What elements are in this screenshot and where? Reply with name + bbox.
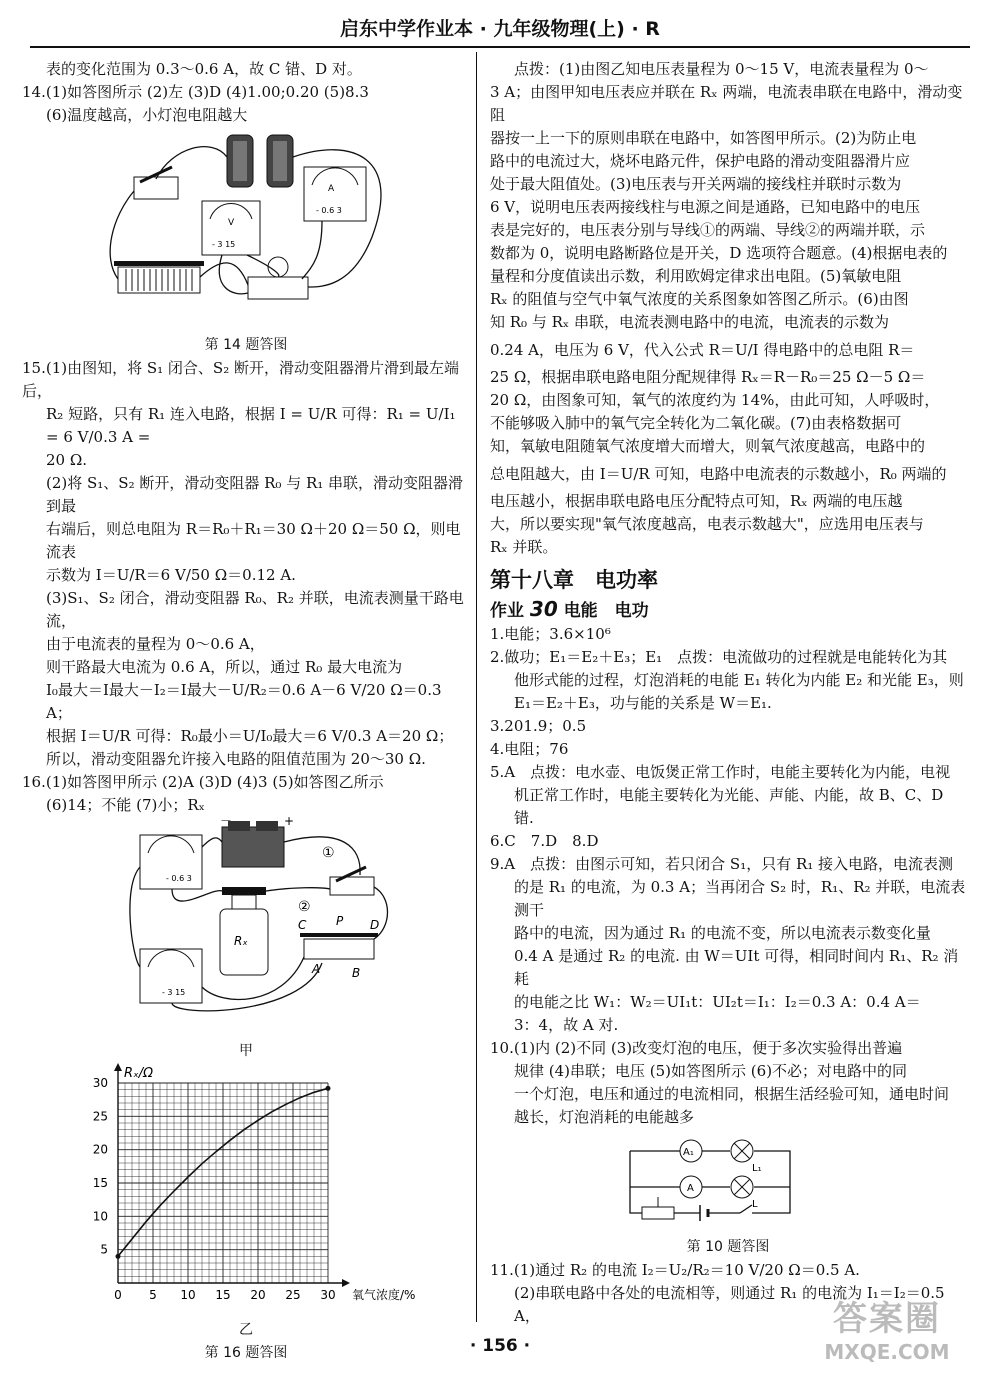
q16-hint-line: 量程和分度值读出示数，利用欧姆定律求出电阻。(5)氧敏电阻	[490, 267, 902, 285]
homework-prefix: 作业	[490, 601, 524, 621]
battery-icon	[222, 827, 284, 867]
q16-answer-cont: (6)14；不能 (7)小；Rₓ	[46, 796, 206, 814]
q16-hint-line: 知 R₀ 与 Rₓ 串联，电流表测电路中的电流，电流表的示数为	[490, 313, 890, 331]
q14-answer: 14.(1)如答图所示 (2)左 (3)D (4)1.00;0.20 (5)8.3	[22, 83, 369, 101]
wire-1-label: ①	[322, 845, 335, 861]
battery-minus: －	[220, 817, 233, 828]
lamp-l-label: L	[752, 1199, 758, 1210]
q16-hint-line: 3 A；由图甲知电压表应并联在 Rₓ 两端，电流表串联在电路中，滑动变阻	[490, 83, 963, 124]
homework-name: 电能 电功	[563, 601, 649, 621]
answer-10-cont: 越长，灯泡消耗的电能越多	[514, 1108, 695, 1126]
q15-line: 所以，滑动变阻器允许接入电路的阻值范围为 20～30 Ω.	[46, 750, 426, 768]
x-axis-label: 氧气浓度/%	[352, 1288, 416, 1302]
ammeter-a-label: A	[687, 1183, 694, 1194]
x-tick-label: 30	[320, 1288, 336, 1302]
q16-hint-line: 点拨：(1)由图乙知电压表量程为 0～15 V，电流表量程为 0～	[514, 60, 929, 78]
q16-hint-line: 20 Ω，由图象可知，氧气的浓度约为 14%，由此可知，人呼吸时，	[490, 391, 940, 409]
answer-2: 2.做功；E₁＝E₂＋E₃；E₁ 点拨：电流做功的过程就是电能转化为其	[490, 648, 948, 666]
x-tick-label: 25	[285, 1288, 301, 1302]
q16-hint-line: 知，氧敏电阻随氧气浓度增大而增大，则氧气浓度越高，电路中的	[490, 437, 926, 455]
answer-11: 11.(1)通过 R₂ 的电流 I₂＝U₂/R₂＝10 V/20 Ω＝0.5 A.	[490, 1261, 860, 1279]
figure-10-circuit	[490, 1129, 966, 1229]
chapter-title: 第十八章 电功率	[490, 568, 658, 592]
y-tick-label: 30	[92, 1076, 108, 1090]
answer-10: 10.(1)内 (2)不同 (3)改变灯泡的电压，便于多次实验得出普遍	[490, 1039, 903, 1057]
q15-line: 20 Ω.	[46, 451, 88, 469]
q15-line: (3)S₁、S₂ 闭合，滑动变阻器 R₀、R₂ 并联，电流表测量干路电流，	[46, 589, 464, 630]
x-tick-label: 15	[215, 1288, 231, 1302]
answer-9-cont: 3：4，故 A 对.	[514, 1016, 619, 1034]
q16-hint-line: 不能够吸入肺中的氧气完全转化为二氧化碳。(7)由表格数据可	[490, 414, 902, 432]
q15-answer: 15.(1)由图知，将 S₁ 闭合、S₂ 断开，滑动变阻器滑片滑到最左端后，	[22, 359, 459, 400]
answer-3: 3.201.9；0.5	[490, 717, 587, 735]
q15-line: 右端后，则总电阻为 R＝R₀＋R₁＝30 Ω＋20 Ω＝50 Ω，则电流表	[46, 520, 461, 561]
homework-number: 30	[529, 597, 558, 621]
svg-text:A: A	[328, 184, 335, 194]
q15-line: R₂ 短路，只有 R₁ 连入电路，根据 I = U/R 可得：R₁ = U/I₁ = 6 V/0.3 A =	[46, 405, 456, 446]
answer-2-cont: E₁＝E₂＋E₃，功与能的关系是 W＝E₁.	[514, 694, 772, 712]
q15-line: 根据 I＝U/R 可得：R₀最小＝U/I₀最大＝6 V/0.3 A＝20 Ω；	[46, 727, 454, 745]
x-axis-arrow	[342, 1279, 350, 1287]
q16-hint-line: 大，所以要实现"氧气浓度越高，电表示数越大"，应选用电压表与	[490, 515, 924, 533]
header-rule	[30, 46, 970, 48]
watermark-url: MXQE.COM	[824, 1340, 950, 1364]
terminal-c: C	[298, 918, 307, 932]
switch-icon	[740, 1205, 752, 1213]
q16-hint-line: 25 Ω，根据串联电路电阻分配规律得 Rₓ＝R－R₀＝25 Ω－5 Ω＝	[490, 368, 926, 386]
answer-10-cont: 规律 (4)串联；电压 (5)如答图所示 (6)不必；对电路中的同	[514, 1062, 908, 1080]
rheostat-icon	[642, 1207, 674, 1219]
watermark-text: 答案圈	[833, 1299, 941, 1339]
y-tick-label: 20	[92, 1142, 108, 1157]
x-tick-label: 5	[149, 1288, 157, 1302]
left-column	[22, 58, 470, 1365]
homework-title	[490, 598, 966, 623]
q16-hint-line: 0.24 A，电压为 6 V，代入公式 R＝U/I 得电路中的总电阻 R＝	[490, 341, 915, 359]
q15-line: (2)将 S₁、S₂ 断开，滑动变阻器 R₀ 与 R₁ 串联，滑动变阻器滑到最	[46, 474, 464, 515]
x-tick-label: 0	[114, 1288, 122, 1302]
page-number: · 156 ·	[469, 1336, 531, 1356]
q16-hint-line: 总电阻越大，由 I＝U/R 可知，电路中电流表的示数越小，R₀ 两端的	[490, 465, 947, 483]
text-line: 表的变化范围为 0.3～0.6 A，故 C 错、D 对。	[46, 60, 362, 78]
answer-9: 9.A 点拨：由图示可知，若只闭合 S₁，只有 R₁ 接入电路，电流表测	[490, 855, 954, 873]
answer-10-cont: 一个灯泡，电压和通过的电流相同，根据生活经验可知，通电时间	[514, 1085, 950, 1103]
terminal-a: A	[312, 962, 321, 976]
x-tick-label: 10	[180, 1288, 196, 1302]
q16-hint-line: 6 V，说明电压表两接线柱与电源之间是通路，已知电路中的电压	[490, 198, 921, 216]
page-header: 启东中学作业本 · 九年级物理(上) · R	[340, 18, 660, 40]
q15-line: 示数为 I＝U/R＝6 V/50 Ω＝0.12 A.	[46, 566, 296, 584]
terminal-d: D	[370, 918, 380, 932]
q16-hint-line: Rₓ 的阻值与空气中氧气浓度的关系图象如答图乙所示。(6)由图	[490, 290, 909, 308]
bulb-base	[248, 277, 308, 299]
svg-text:- 0.6 3: - 0.6 3	[316, 206, 342, 215]
y-tick-label: 15	[92, 1176, 108, 1190]
terminal-b: B	[352, 966, 361, 980]
rheostat-icon	[118, 267, 200, 293]
data-point	[116, 1254, 121, 1259]
y-tick-label: 10	[92, 1209, 108, 1224]
q16-hint-line: 处于最大阻值处。(3)电压表与开关两端的接线柱并联时示数为	[490, 175, 902, 193]
figure-14-circuit	[22, 127, 470, 327]
q15-line: 则干路最大电流为 0.6 A，所以，通过 R₀ 最大电流为	[46, 658, 403, 676]
y-axis-label: Rₓ/Ω	[124, 1066, 154, 1081]
rheostat-icon	[304, 939, 374, 959]
figure-14-caption: 第 14 题答图	[204, 337, 288, 353]
figure-16b-label: 乙	[239, 1322, 253, 1338]
answer-9-cont: 的电能之比 W₁：W₂＝UI₁t：UI₂t＝I₁：I₂＝0.3 A：0.4 A＝	[514, 993, 921, 1011]
svg-text:- 0.6 3: - 0.6 3	[166, 874, 192, 883]
watermark	[792, 1291, 982, 1364]
x-tick-label: 20	[250, 1288, 266, 1302]
wire-2-label: ②	[298, 899, 311, 915]
answer-9-cont: 的是 R₁ 的电流，为 0.3 A；当再闭合 S₂ 时，R₁、R₂ 并联，电流表测干	[514, 878, 966, 919]
data-point	[326, 1086, 331, 1091]
q16-answer: 16.(1)如答图甲所示 (2)A (3)D (4)3 (5)如答图乙所示	[22, 773, 384, 791]
q15-line: 由于电流表的量程为 0～0.6 A，	[46, 635, 265, 653]
answer-9-cont: 0.4 A 是通过 R₂ 的电流. 由 W＝UIt 可得，相同时间内 R₁、R₂ 消耗	[514, 947, 959, 988]
y-tick-label: 5	[100, 1242, 108, 1257]
svg-text:- 3 15: - 3 15	[162, 988, 186, 997]
q16-hint-line: 表是完好的，电压表分别与导线①的两端、导线②的两端并联，示	[490, 221, 926, 239]
q16-hint-line: Rₓ 并联。	[490, 538, 558, 556]
figure-16b-chart	[22, 1063, 470, 1318]
right-column	[490, 58, 966, 1328]
q16-hint-line: 器按一上一下的原则串联在电路中，如答图甲所示。(2)为防止电	[490, 129, 917, 147]
figure-16a-circuit	[22, 817, 470, 1037]
q16-hint-line: 数都为 0，说明电路断路位是开关，D 选项符合题意。(4)根据电表的	[490, 244, 948, 262]
y-axis-arrow	[114, 1063, 122, 1071]
rx-label: Rₓ	[234, 934, 248, 948]
q14-answer-cont: (6)温度越高，小灯泡电阻越大	[46, 106, 248, 124]
answer-2-cont: 他形式能的过程，灯泡消耗的电能 E₁ 转化为内能 E₂ 和光能 E₃，则	[514, 671, 964, 689]
q16-hint-line: 电压越小，根据串联电路电压分配特点可知，Rₓ 两端的电压越	[490, 492, 903, 510]
answer-4: 4.电阻；76	[490, 740, 569, 758]
answer-6-8: 6.C 7.D 8.D	[490, 832, 599, 850]
column-divider	[476, 52, 477, 1322]
answer-5-cont: 机正常工作时，电能主要转化为光能、声能、内能，故 B、C、D 错.	[514, 786, 944, 827]
answer-5: 5.A 点拨：电水壶、电饭煲正常工作时，电能主要转化为内能，电视	[490, 763, 951, 781]
svg-text:V: V	[228, 218, 235, 228]
y-tick-label: 25	[92, 1109, 108, 1124]
slider-p: P	[336, 914, 344, 928]
svg-text:- 3 15: - 3 15	[212, 240, 236, 249]
answer-11-cont: (2)串联电路中各处的电流相等，则通过 R₁ 的电流为 I₁＝I₂＝0.5 A，	[514, 1284, 945, 1325]
figure-10-caption: 第 10 题答图	[686, 1239, 770, 1255]
q15-line: I₀最大＝I最大－I₂＝I最大－U/R₂＝0.6 A－6 V/20 Ω＝0.3 A；	[46, 681, 442, 722]
battery-plus: +	[284, 817, 295, 828]
figure-16-caption: 第 16 题答图	[204, 1345, 288, 1361]
q16-hint-line: 路中的电流过大，烧坏电路元件，保护电路的滑动变阻器滑片应	[490, 152, 911, 170]
figure-16a-label: 甲	[239, 1043, 253, 1059]
answer-1: 1.电能；3.6×10⁶	[490, 625, 611, 643]
ammeter-a1-label: A₁	[683, 1147, 694, 1158]
answer-9-cont: 路中的电流，因为通过 R₁ 的电流不变，所以电流表示数变化量	[514, 924, 931, 942]
lamp-l1-label: L₁	[752, 1163, 762, 1174]
